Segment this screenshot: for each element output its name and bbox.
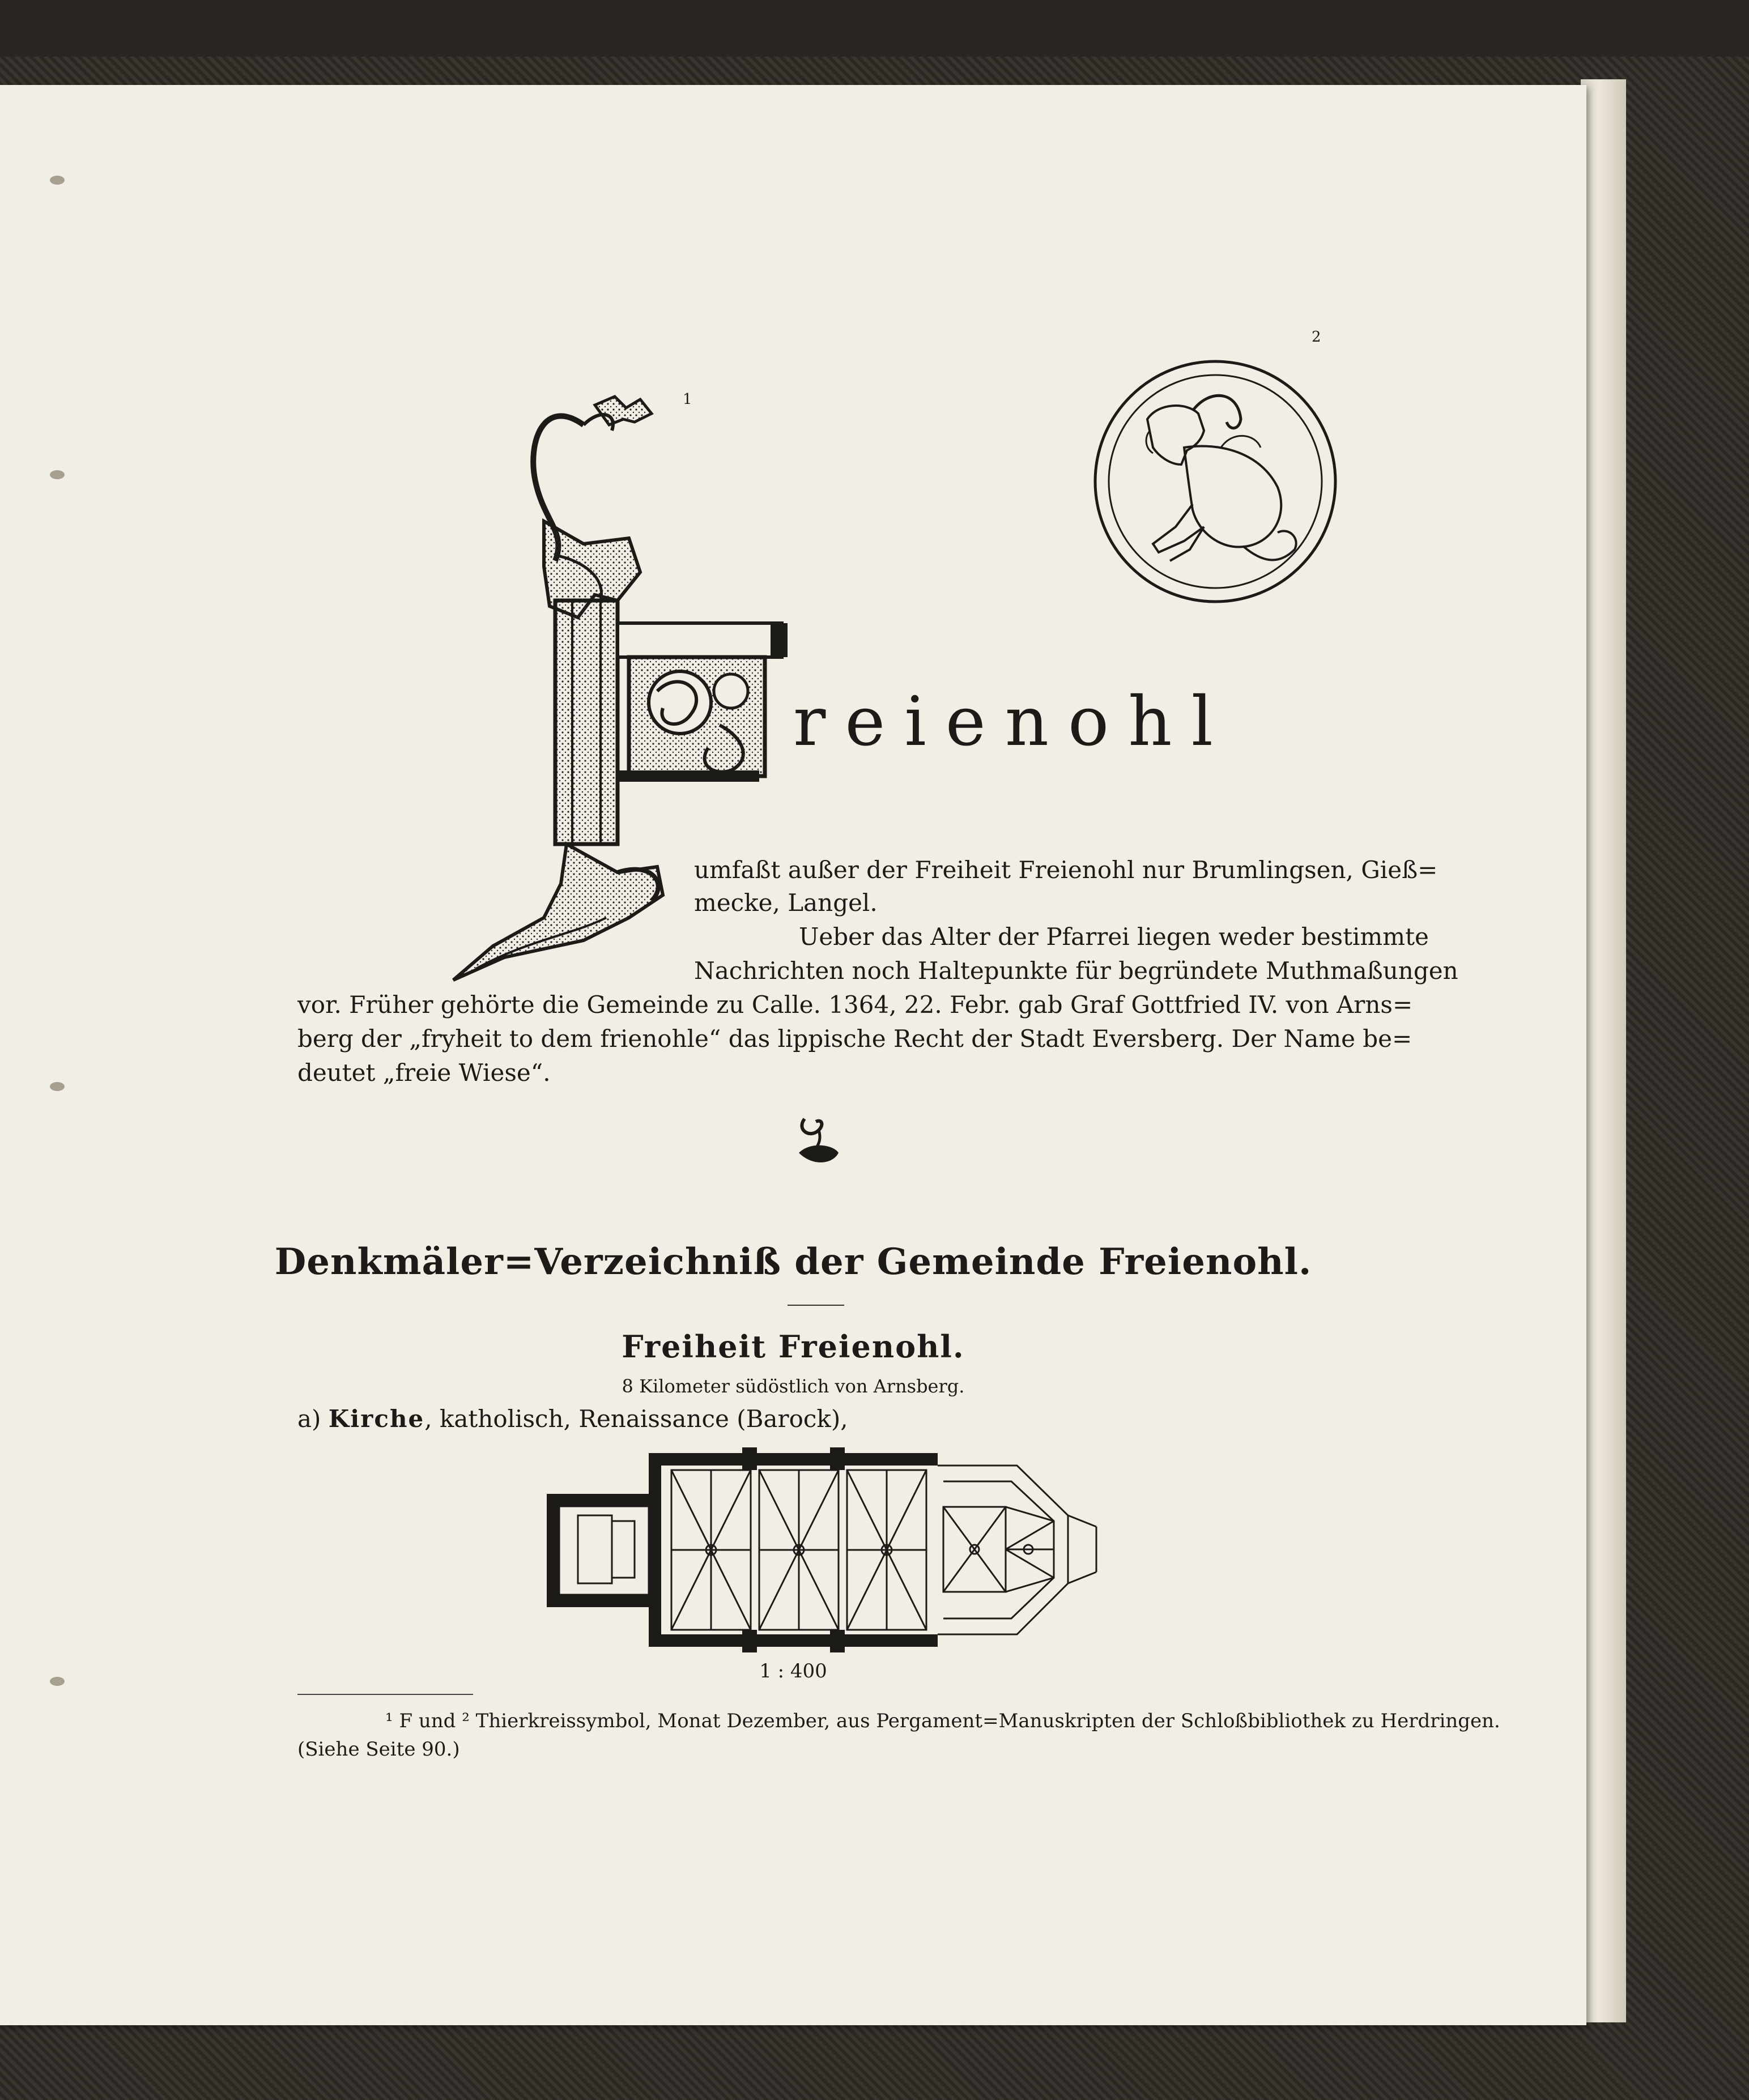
- capricorn-seal-illustration: [1091, 357, 1340, 606]
- ornament-icon: [793, 1113, 844, 1170]
- church-floor-plan: [547, 1447, 1102, 1663]
- body-line-6: berg der „fryheit to dem frienohle“ das lippische Recht der Stadt Eversberg. Der Name be=: [297, 1025, 1412, 1053]
- footnote-line-1: [385, 1708, 1500, 1734]
- plan-scale: 1 : 400: [759, 1660, 827, 1682]
- footnote-line-2: (Siehe Seite 90.): [297, 1738, 460, 1761]
- body-line-2: mecke, Langel.: [694, 889, 878, 917]
- figure-label-initial: 1: [683, 391, 692, 408]
- body-line-1: umfaßt außer der Freiheit Freienohl nur Brumlingsen, Gieß=: [694, 856, 1438, 884]
- sub-heading: Freiheit Freienohl.: [622, 1328, 965, 1365]
- binding-hole: [50, 1082, 65, 1091]
- body-line-7: deutet „freie Wiese“.: [297, 1059, 551, 1087]
- section-heading: Denkmäler=Verzeichniß der Gemeinde Freienohl.: [274, 1241, 1312, 1283]
- footnote-markers: ¹ F und ²: [385, 1710, 470, 1732]
- footnote-divider: [297, 1694, 473, 1695]
- entry-name: Kirche: [328, 1405, 425, 1433]
- body-line-3: Ueber das Alter der Pfarrei liegen weder bestimmte: [799, 923, 1429, 951]
- monument-entry: [297, 1405, 848, 1433]
- distance-note: 8 Kilometer südöstlich von Arnsberg.: [622, 1375, 965, 1397]
- page-edge: [1581, 79, 1626, 2022]
- binding-hole: [50, 176, 65, 185]
- entry-details: , katholisch, Renaissance (Barock),: [424, 1405, 848, 1433]
- page-title: reienohl: [793, 683, 1232, 761]
- binding-hole: [50, 470, 65, 479]
- footnote-text: Thierkreissymbol, Monat Dezember, aus Pergament=Manuskripten der Schloßbibliothek zu Herdringen.: [475, 1710, 1500, 1732]
- body-line-4: Nachrichten noch Haltepunkte für begründete Muthmaßungen: [694, 957, 1458, 985]
- body-line-5: vor. Früher gehörte die Gemeinde zu Calle. 1364, 22. Febr. gab Graf Gottfried IV. von Arns=: [297, 991, 1413, 1019]
- heading-divider: [788, 1305, 844, 1306]
- figure-label-seal: 2: [1312, 329, 1321, 346]
- entry-prefix: a): [297, 1405, 321, 1433]
